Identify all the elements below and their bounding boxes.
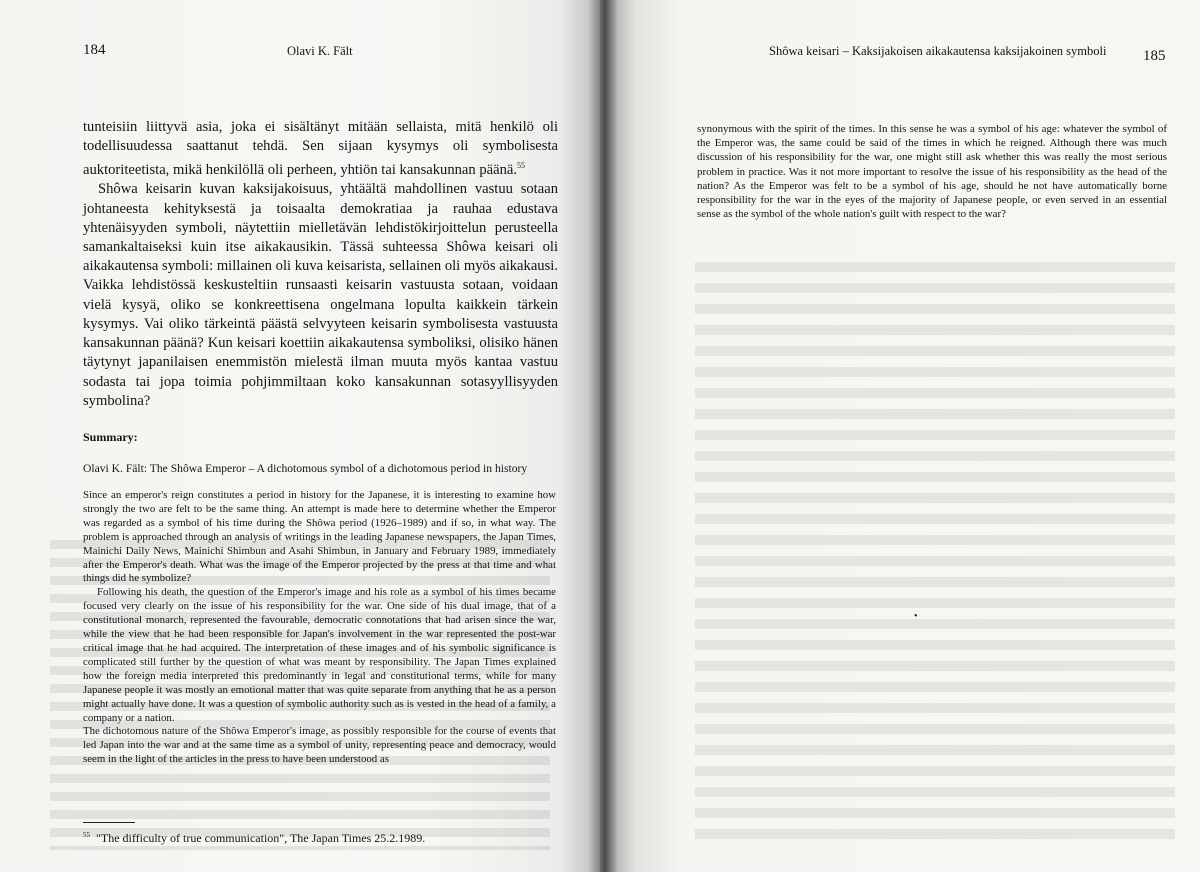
show-through-shadow [695, 262, 1175, 842]
summary-paragraph: Following his death, the question of the Emperor's image and his role as a symbol of his times became focused very clearly on the issue of his responsibility for the war. One side of his dual image, that of a constitutional monarch, represented the favourable, democratic connotations that had arisen since the war, while the view that he had been responsible for Japan's involvement in the war represented the post-war critical image that he had acquired. The interpretation of these images and of his symbolic significance is complicated still further by the question of what was meant by responsibility. The Japan Times explained how the foreign media interpreted this predominantly in legal and constitutional terms, while for many Japanese people it was mostly an emotional matter that was quite separate from anything that he as a person might actually have done. It was a question of symbolic authority such as is vested in the head of a family, a company or a nation. [83, 586, 556, 724]
main-paragraph: tunteisiin liittyvä asia, joka ei sisältänyt mitään sellaista, mitä henkilö oli todellisuudessa saattanut tehdä. Sen sijaan kysymys oli symbolisesta auktoriteetista, mikä henkilöllä oli perheen, yhtiön tai kansakunnan päänä.$^{55}$ [83, 119, 558, 179]
footnote-ref: 55 [517, 161, 526, 171]
main-text [83, 118, 558, 411]
right-paragraph: synonymous with the spirit of the times. In this sense he was a symbol of his age: whatever the symbol of the Emperor was, the same could be said of the times in which he reigned. Although there was much discussion of his responsibility for the war, one might still ask whether this was really the most serious problem in practice. Was it not more important to resolve the issue of his responsibility as the head of the nation? As the Emperor was felt to be a symbol of his age, should he not have automatically borne responsibility for the war in the eyes of the majority of Japanese people, or even served in an essential sense as the symbol of the whole nation's guilt with respect to the war? [697, 123, 1167, 221]
summary-title: Olavi K. Fält: The Shôwa Emperor – A dichotomous symbol of a dichotomous period in history [83, 462, 528, 475]
running-head-right: Shôwa keisari – Kaksijakoisen aikakautensa kaksijakoinen symboli [769, 44, 1107, 58]
summary-paragraph: Since an emperor's reign constitutes a period in history for the Japanese, it is interesting to examine how strongly the two are felt to be the same thing. An attempt is made here to determine whether the Emperor was regarded as a symbol of his time during the Shôwa period (1926–1989) and if so, in what way. The problem is approached through an analysis of writings in the leading Japanese newspapers, the Japan Times, Mainichi Daily News, Mainichi Shimbun and Asahi Shimbun, in January and February 1989, immediately after the Emperor's death. What was the image of the Emperor projected by the press at that time and what things did he symbolize? [83, 489, 556, 585]
right-text [697, 122, 1167, 221]
book-gutter [588, 0, 618, 872]
summary-heading: Summary: [83, 430, 138, 444]
page-number-left: 184 [83, 42, 106, 58]
main-paragraph: Shôwa keisarin kuvan kaksijakoisuus, yhtäältä mahdollinen vastuu sotaan johtaneesta kehityksestä ja toisaalta demokratiaa ja rauhaa edustava yhtenäisyyden symboli, näytettiin mielletävän lehdistökirjoittelun perusteella samankaltaiseksi kuin itse aikakausikin. Tässä suhteessa Shôwa keisari oli aikakautensa symboli: millainen oli kuva keisarista, sellainen oli myös aikakausi. Vaikka lehdistössä keskusteltiin runsaasti keisarin vastuusta sotaan, voidaan vielä kysyä, oliko se konkreettisena ongelmana lopulta kaikkein tärkein kysymys. Vai oliko tärkeintä päästä selvyyteen keisarin symbolisesta vastuusta kansakunnan päänä? Kun keisari koettiin aikakautensa symboliksi, olisiko hänen täytynyt japanilaisen enemmistön mielestä ilman muuta myös kantaa vastuu sodasta tai jopa toimia pohjimmiltaan koko kansakunnan sotasyyllisyyden symbolina? [83, 181, 558, 409]
footnote [83, 831, 425, 846]
footnote-number: 55 [83, 831, 90, 839]
running-head-left: Olavi K. Fält [287, 44, 353, 58]
stray-mark: • [914, 611, 918, 622]
page-number-right: 185 [1143, 48, 1166, 64]
summary-paragraph: The dichotomous nature of the Shôwa Emperor's image, as possibly responsible for the course of events that led Japan into the war and at the same time as a symbol of unity, representing peace and democracy, would seem in the light of the articles in the press to have been understood as [83, 725, 556, 766]
footnote-text: "The difficulty of true communication", The Japan Times 25.2.1989. [96, 831, 426, 845]
summary-body [83, 489, 556, 767]
footnote-rule [83, 822, 135, 823]
